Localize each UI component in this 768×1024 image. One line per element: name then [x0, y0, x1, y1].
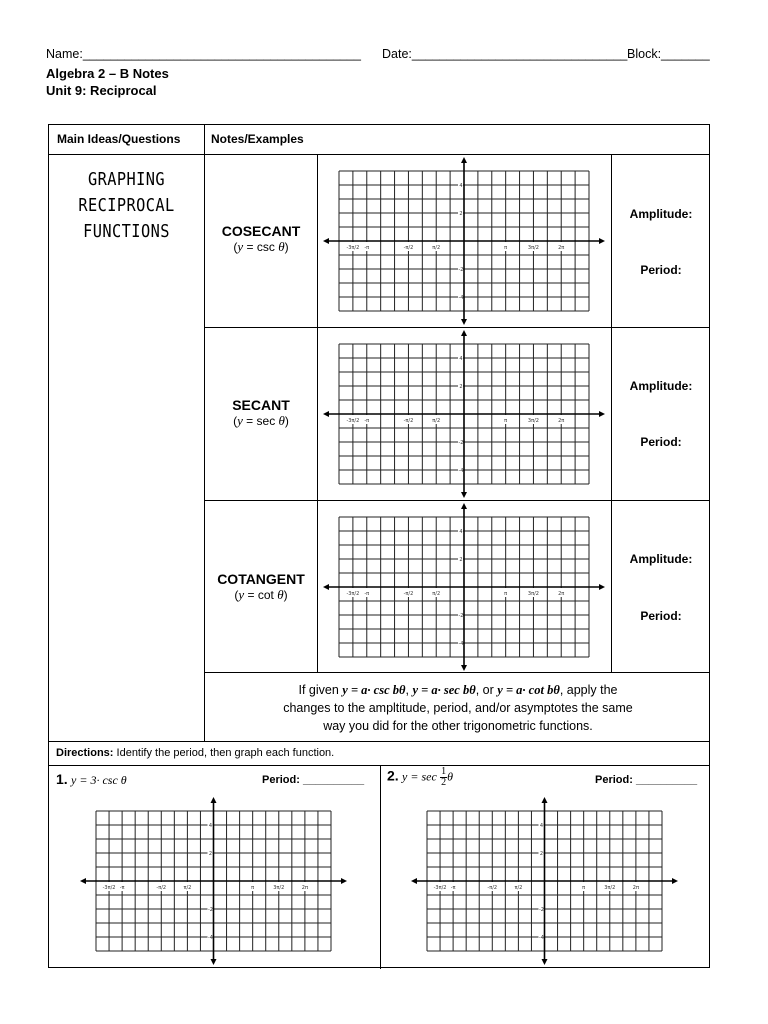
y-tick-label: 2 — [459, 384, 463, 390]
x-tick-label: -π — [450, 885, 456, 891]
x-tick-label: 3π/2 — [527, 245, 539, 251]
problem-1-period: Period: __________ — [262, 774, 365, 786]
block-field[interactable]: Block:_______ — [627, 47, 710, 61]
y-tick-label: -2 — [208, 907, 213, 913]
row-cotangent-label: COTANGENT (y = cot θ) — [217, 571, 305, 602]
graph-cosecant[interactable] — [319, 157, 609, 330]
row-secant-label: SECANT (y = sec θ) — [232, 397, 290, 428]
x-tick-label: π — [504, 245, 508, 251]
x-tick-label: π — [251, 885, 255, 891]
x-tick-label: -π — [364, 245, 370, 251]
y-tick-label: -4 — [208, 935, 213, 941]
x-tick-label: 3π/2 — [527, 591, 539, 597]
y-tick-label: -2 — [539, 907, 544, 913]
x-tick-label: -π — [119, 885, 125, 891]
x-tick-label: 3π/2 — [273, 885, 285, 891]
x-tick-label: -π/2 — [487, 885, 498, 891]
cosecant-period-label: Period: — [640, 263, 682, 277]
directions: Directions: Identify the period, then graph each function. — [56, 747, 335, 759]
x-tick-label: π/2 — [432, 418, 441, 424]
y-tick-label: 2 — [539, 851, 544, 857]
graph-cotangent[interactable] — [319, 503, 609, 676]
x-tick-label: π — [504, 418, 508, 424]
x-tick-label: 2π — [558, 591, 565, 597]
axes — [323, 503, 605, 671]
y-tick-label: -4 — [458, 641, 464, 647]
y-tick-label: 2 — [459, 557, 463, 563]
x-tick-label: -π/2 — [403, 418, 414, 424]
axes — [411, 797, 678, 965]
problem-2-period: Period: __________ — [595, 774, 698, 786]
y-tick-label: 2 — [208, 851, 213, 857]
x-tick-label: -π/2 — [403, 245, 414, 251]
x-tick-label: -3π/2 — [102, 885, 116, 891]
secant-period-label: Period: — [640, 435, 682, 449]
col-header-notes: Notes/Examples — [211, 132, 304, 146]
date-field[interactable]: Date:_______________________________ — [382, 47, 628, 61]
x-tick-label: -π — [364, 591, 370, 597]
y-tick-label: 2 — [459, 211, 463, 217]
x-tick-label: -π/2 — [403, 591, 414, 597]
notes-table — [48, 124, 710, 968]
unit-title: Unit 9: Reciprocal — [46, 83, 157, 98]
x-tick-label: 2π — [558, 245, 565, 251]
x-tick-label: -3π/2 — [346, 591, 360, 597]
x-tick-label: -3π/2 — [346, 245, 360, 251]
problem-2-header: 2. y = sec $\frac{1}{2}$ θ Period: __________ — [387, 766, 698, 788]
col-header-main-ideas: Main Ideas/Questions — [57, 132, 181, 146]
x-tick-label: π/2 — [183, 885, 192, 891]
axes — [323, 157, 605, 325]
x-tick-label: -3π/2 — [346, 418, 360, 424]
cotangent-amplitude-label: Amplitude: — [629, 552, 693, 566]
x-tick-label: 2π — [558, 418, 565, 424]
main-idea-heading: GRAPHING RECIPROCAL FUNCTIONS — [78, 169, 175, 242]
reciprocal-note: If given y = a· csc bθ, y = a· sec bθ, or y = a· cot bθ, apply the changes to the ampltitude, period, and/or asymptotes the same way you did for the other trigonometric functions. — [283, 683, 633, 733]
y-tick-label: 4 — [208, 823, 213, 829]
y-tick-label: -4 — [458, 295, 464, 301]
worksheet-header — [46, 47, 718, 99]
name-field[interactable]: Name:________________________________________ — [46, 47, 361, 61]
x-tick-label: 2π — [301, 885, 308, 891]
y-tick-label: -4 — [458, 468, 464, 474]
x-tick-label: π — [504, 591, 508, 597]
x-tick-label: -3π/2 — [433, 885, 447, 891]
axes — [323, 330, 605, 498]
x-tick-label: π/2 — [432, 591, 441, 597]
x-tick-label: -π — [364, 418, 370, 424]
secant-amplitude-label: Amplitude: — [629, 379, 693, 393]
y-tick-label: 4 — [459, 356, 463, 362]
problem-2-graph[interactable] — [407, 797, 682, 970]
x-tick-label: 3π/2 — [604, 885, 616, 891]
x-tick-label: -π/2 — [156, 885, 167, 891]
x-tick-label: π/2 — [514, 885, 523, 891]
y-tick-label: 4 — [459, 183, 463, 189]
y-tick-label: 4 — [459, 529, 463, 535]
x-tick-label: 3π/2 — [527, 418, 539, 424]
y-tick-label: -2 — [458, 613, 464, 619]
cotangent-period-label: Period: — [640, 609, 682, 623]
y-tick-label: -2 — [458, 267, 464, 273]
cosecant-amplitude-label: Amplitude: — [629, 207, 693, 221]
axes — [80, 797, 347, 965]
row-cosecant-label: COSECANT (y = csc θ) — [221, 223, 301, 254]
problem-1-graph[interactable] — [76, 797, 351, 970]
graph-secant[interactable] — [319, 330, 609, 503]
x-tick-label: π — [582, 885, 586, 891]
y-tick-label: 4 — [539, 823, 544, 829]
y-tick-label: -2 — [458, 440, 464, 446]
x-tick-label: 2π — [632, 885, 639, 891]
problem-1-header: 1. y = 3· csc θ Period: __________ — [56, 771, 365, 787]
y-tick-label: -4 — [539, 935, 544, 941]
x-tick-label: π/2 — [432, 245, 441, 251]
course-title: Algebra 2 – B Notes — [46, 66, 169, 81]
